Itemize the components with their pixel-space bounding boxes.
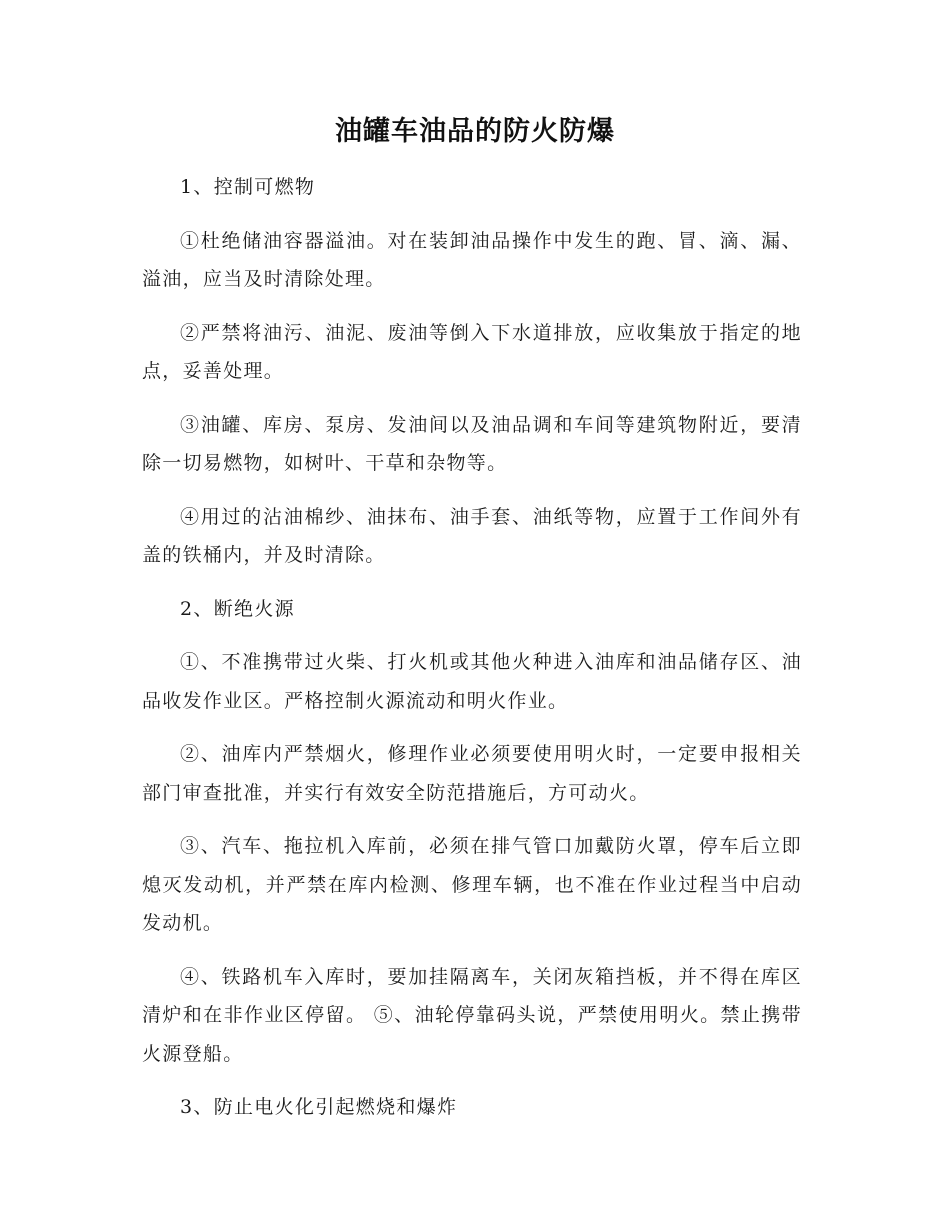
page-title: 油罐车油品的防火防爆 [335, 116, 615, 147]
paragraph: ②严禁将油污、油泥、废油等倒入下水道排放，应收集放于指定的地点，妥善处理。 [142, 321, 802, 382]
paragraph: ②、油库内严禁烟火，修理作业必须要使用明火时，一定要申报相关部门审查批准，并实行有效安全防范措施后，方可动火。 [142, 743, 802, 804]
paragraph: ④用过的沾油棉纱、油抹布、油手套、油纸等物，应置于工作间外有盖的铁桶内，并及时清除。 [142, 505, 802, 566]
paragraph: ①杜绝储油容器溢油。对在装卸油品操作中发生的跑、冒、滴、漏、溢油，应当及时清除处理。 [142, 229, 802, 290]
section-control-combustibles [142, 168, 802, 575]
section-heading: 1、控制可燃物 [180, 176, 316, 198]
paragraph: ①、不准携带过火柴、打火机或其他火种进入油库和油品储存区、油品收发作业区。严格控制火源流动和明火作业。 [142, 651, 802, 712]
document-body [142, 168, 802, 1142]
section-heading: 3、防止电火化引起燃烧和爆炸 [180, 1096, 458, 1118]
paragraph: ④、铁路机车入库时，要加挂隔离车，关闭灰箱挡板，并不得在库区清炉和在非作业区停留。 ⑤、油轮停靠码头说，严禁使用明火。禁止携带火源登船。 [142, 965, 802, 1065]
paragraph: ③、汽车、拖拉机入库前，必须在排气管口加戴防火罩，停车后立即熄灭发动机，并严禁在库内检测、修理车辆，也不准在作业过程当中启动发动机。 [142, 835, 802, 934]
section-cut-off-fire-sources [142, 590, 802, 1074]
paragraph: ③油罐、库房、泵房、发油间以及油品调和车间等建筑物附近，要清除一切易燃物，如树叶、干草和杂物等。 [142, 413, 802, 474]
section-heading: 2、断绝火源 [180, 597, 295, 620]
section-prevent-electric-sparks [142, 1088, 802, 1127]
